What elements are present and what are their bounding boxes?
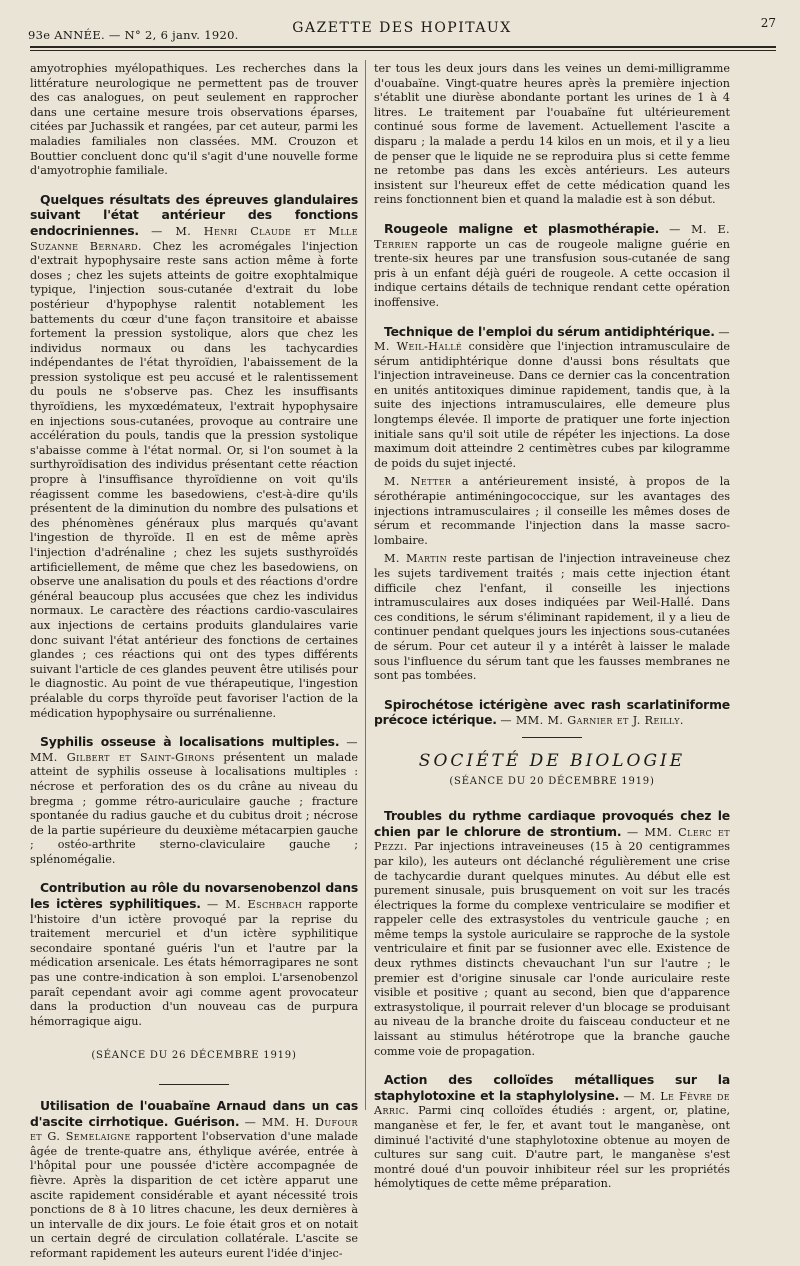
article-text: rapportent l'observation d'une malade âgée de trente-quatre ans, éthylique avérée, entrée à l'hôpital pour une poussée d'ictère accompagnée de fièvre. Après la disparition de cet ictère apparut une ascite rapidement considérable et ayant nécessité trois ponctions de 8 à 10 litres chacune, les deux dernières à un intervalle de dix jours. Le foie était gros et on notait un certain degré de circulation collatérale. L'ascite se reformant rapidement les auteurs eurent l'idée d'injec- [30,1130,358,1260]
article-title: Rougeole maligne et plasmothérapie. [384,220,660,236]
article-text: Par injections intraveineuses (15 à 20 centigrammes par kilo), les auteurs ont déclanché régulièrement une crise de tachycardie durant quelques minutes. Au début elle est purement sinusale, puis brusquement on voit sur les tracés électriques la forme du complexe ventriculaire se modifier et rappeler celle des extrasystoles du ventricule gauche ; en même temps la systole auriculaire se rapproche de la systole ventriculaire et finit par se fusionner avec elle. Existence de deux rythmes distincts chevauchant l'un sur l'autre ; le premier est d'origine sinusale car l'onde auriculaire reste visible et positive ; quant au second, bien que d'apparence extrasystolique, il pourrait relever d'un blocage se produisant au niveau de la branche droite du faisceau conducteur et ne laissant au stimulus hétérotrope que la branche gauche comme voie de propagation. [374,840,731,1058]
article-title: Action des colloïdes métalliques sur la staphylotoxine et la staphylolysine. [374,1072,730,1103]
author-name: M. Martin [384,552,447,566]
article-authors: — MM. M. Garnier et J. Reilly. [500,714,684,728]
article-authors: — MM. Gilbert et Saint-Girons [30,736,358,764]
seance-date: (SÉANCE DU 26 DÉCEMBRE 1919) [91,1050,297,1062]
article-spirochetose [374,698,730,729]
paragraph-text: a antérieurement insisté, à propos de la sérothérapie antiméningococcique, sur les avantages des injections intramusculaires ; il conseille les mêmes doses de sérum et recommande l'injection dans la masse sacro-lombaire. [374,475,731,547]
article-title: Quelques résultats des épreuves glandulaires suivant l'état antérieur des fonctions endocriniennes. [30,191,358,238]
right-column [374,62,730,1196]
intro-paragraph: amyotrophies myélopathiques. Les recherches dans la littérature neurologique ne permettent pas de trouver des cas analogues, on peut seulement en rapprocher dans une certaine mesure trois observations éparses, citées par Juchassik et rangées, par cet auteur, parmi les maladies familiales non classées. MM. Crouzon et Bouttier concluent donc qu'il s'agit d'une nouvelle forme d'amyotrophie familiale. [30,62,358,178]
article-title: Syphilis osseuse à localisations multiples. [40,734,340,750]
article-colloides [374,1073,730,1192]
article-authors: — MM. Clerc et Pezzi. [374,825,730,854]
article-authors: — M. Le Fèvre de Arric. [374,1089,731,1118]
article-novarsenobenzol [30,881,358,1029]
left-column [30,62,358,1266]
article-text: Parmi cinq colloïdes étudiés : argent, or, platine, manganèse et fer, le fer, et avant tout le manganèse, ont diminué l'activité d'une staphylotoxine obtenue au moyen de cultures sur sang cuit. D'autre part, le manganèse s'est montré doué d'un pouvoir inhibiteur réel sur les propriétés hémolytiques de cette même préparation. [374,1104,730,1191]
paragraph-text: reste partisan de l'injection intraveineuse chez les sujets tardivement traités ; mais cette injection étant difficile chez l'enfant, il conseille les injections intramusculaires aux doses indiquées par Weil-Hallé. Dans ces conditions, le sérum s'éliminant rapidement, il y a lieu de continuer pendant quelques jours les injections sous-cutanées de sérum. Pour cet auteur il y a intérêt à laisser le malade sous l'influence du sérum tant que les fausses membranes ne sont pas tombées. [374,552,731,683]
article-title: Technique de l'emploi du sérum antidiphtérique. [384,323,715,339]
continuation-paragraph: ter tous les deux jours dans les veines un demi-milligramme d'ouabaïne. Vingt-quatre heures après la première injection s'établit une diurèse abondante portant les urines de 1 à 4 litres. Le traitement par l'ouabaïne fut ultérieurement continué sous forme de lavement. Actuellement l'ascite a disparu ; la malade a perdu 14 kilos en un mois, et il y a lieu de penser que le liquide ne se reproduira plus si cette femme ne retombe pas dans les excès antérieurs. Les auteurs insistent sur l'heureux effet de cette médication quand les reins fonctionnent bien et quand la maladie est à son début. [374,62,730,207]
page-header [28,14,776,40]
article-rythme-cardiaque [374,809,730,1059]
page-number: 27 [760,16,776,30]
article-title: Contribution au rôle du novarsenobenzol dans les ictères syphilitiques. [30,880,358,912]
article-syphilis-osseuse [30,735,358,867]
article-authors: — M. Henri Claude et Mlle Suzanne Bernard. [30,224,358,253]
article-title: Troubles du rythme cardiaque provoqués chez le chien par le chlorure de strontium. [374,808,730,839]
article-title: Spirochétose ictérigène avec rash scarlatiniforme précoce ictérique. [374,696,730,728]
article-text: rapporte un cas de rougeole maligne guérie en trente-six heures par une transfusion sous-cutanée de sang pris à un enfant déjà guéri de rougeole. A cette occasion il indique certains détails de technique rendant cette opération inoffensive. [374,237,731,309]
author-name: M. Netter [384,475,452,489]
issue-line: 93e ANNÉE. — N° 2, 6 janv. 1920. [28,28,239,42]
paragraph-netter [374,475,730,548]
article-text: Chez les acromégales l'injection d'extrait hypophysaire reste sans action même à forte doses ; chez les sujets atteints de goitre exophtalmique typique, l'injection sous-cutanée d'extrait du lobe postérieur d'hypophyse ralentit notablement les battements du cœur d'une façon transitoire et abaisse fortement la pression systolique, alors que chez les individus normaux ou dans les tachycardies indépendantes de l'état thyroïdien, l'abaissement de la pression systolique est peu accusé et le ralentissement du pouls ne s'observe pas. Chez les insuffisants thyroïdiens, les myxœdémateux, l'extrait hypophysaire en injections sous-cutanées, provoque au contraire une accélération du pouls, tandis que la pression systolique s'abaisse comme à l'état normal. Or, si l'on soumet à la surthyroïdisation des individus présentant cette réaction propre à l'insuffisance thyroïdienne on voit qu'ils réagissent comme les basedowiens, c'est-à-dire qu'ils présentent de la diminution du nombre des pulsations et des phénomènes généraux plus marqués qu'avant l'ingestion de thyroïde. Il en est de même après l'injection d'adrénaline ; chez les sujets susthyroïdés artificiellement, de même que chez les basedowiens, on observe une analisation du pouls et des réactions d'ordre général beaucoup plus accusées que chez les individus normaux. Le caractère des réactions cardio-vasculaires aux injections de certains produits glandulaires varie donc suivant l'état antérieur des fonctions de certaines glandes ; ces réactions qui ont des types différents suivant l'article de ces glandes peuvent être utilisés pour le diagnostic. Au point de vue thérapeutique, l'ingestion préalable du corps thyroïde peut favoriser l'action de la médication hypophysaire ou surrénalienne. [30,239,358,720]
seance-rule [159,1084,229,1085]
column-divider [365,60,366,1110]
header-rule-thin [30,50,776,51]
article-authors: — M. Weil-Hallé [374,325,730,354]
section-rule [522,737,582,738]
article-authors: — M. Eschbach [206,898,303,912]
article-text: considère que l'injection intramusculaire de sérum antidiphtérique donne d'aussi bons résultats que l'injection intraveineuse. Dans ce dernier cas la concentration en unités antitoxiques diminue rapidement, tandis que, à la suite des injections intramusculaires, elle demeure plus longtemps élevée. Il importe de pratiquer une forte injection initiale sans qu'il soit utile de répéter les injections. La dose maximum doit atteindre 2 centimètres cubes par kilogramme de poids du sujet injecté. [374,340,730,470]
article-ouabaine [30,1099,358,1262]
article-authors: — MM. H. Dufour et G. Semelaigne [30,1115,358,1144]
society-seance-date: (SÉANCE DU 20 DÉCEMBRE 1919) [449,775,655,787]
article-title: Utilisation de l'ouabaïne Arnaud dans un cas d'ascite cirrhotique. Guérison. [30,1098,358,1129]
article-claude-bernard [30,193,358,721]
article-text: rapporte l'histoire d'un ictère provoqué par la reprise du traitement mercuriel et d'un ictère syphilitique secondaire spontané guéris l'un et l'autre par la médication arsenicale. Les états hémorragipares ne sont pas une contre-indication à son emploi. L'arsenobenzol paraît cependant avoir agi comme agent provocateur dans la production d'un nouveau cas de purpura hémorragique aigu. [30,898,358,1028]
society-title: SOCIÉTÉ DE BIOLOGIE [418,750,686,771]
article-serum-antidiphterique [374,325,730,472]
header-rule [30,46,776,48]
article-text: présentent un malade atteint de syphilis osseuse à localisations multiples : nécrose et perforation des os du crâne au niveau du bregma ; gomme rétro-auriculaire gauche ; fracture spontanée du radius gauche et du cubitus droit ; nécrose de la partie supérieure du deuxième métacarpien gauche ; ostéo-arthrite sterno-claviculaire gauche ; splénomégalie. [30,750,358,866]
paragraph-martin [374,552,730,683]
journal-title: GAZETTE DES HOPITAUX [292,20,512,36]
article-rougeole [374,222,730,311]
article-authors: — M. E. Terrien [374,222,730,251]
